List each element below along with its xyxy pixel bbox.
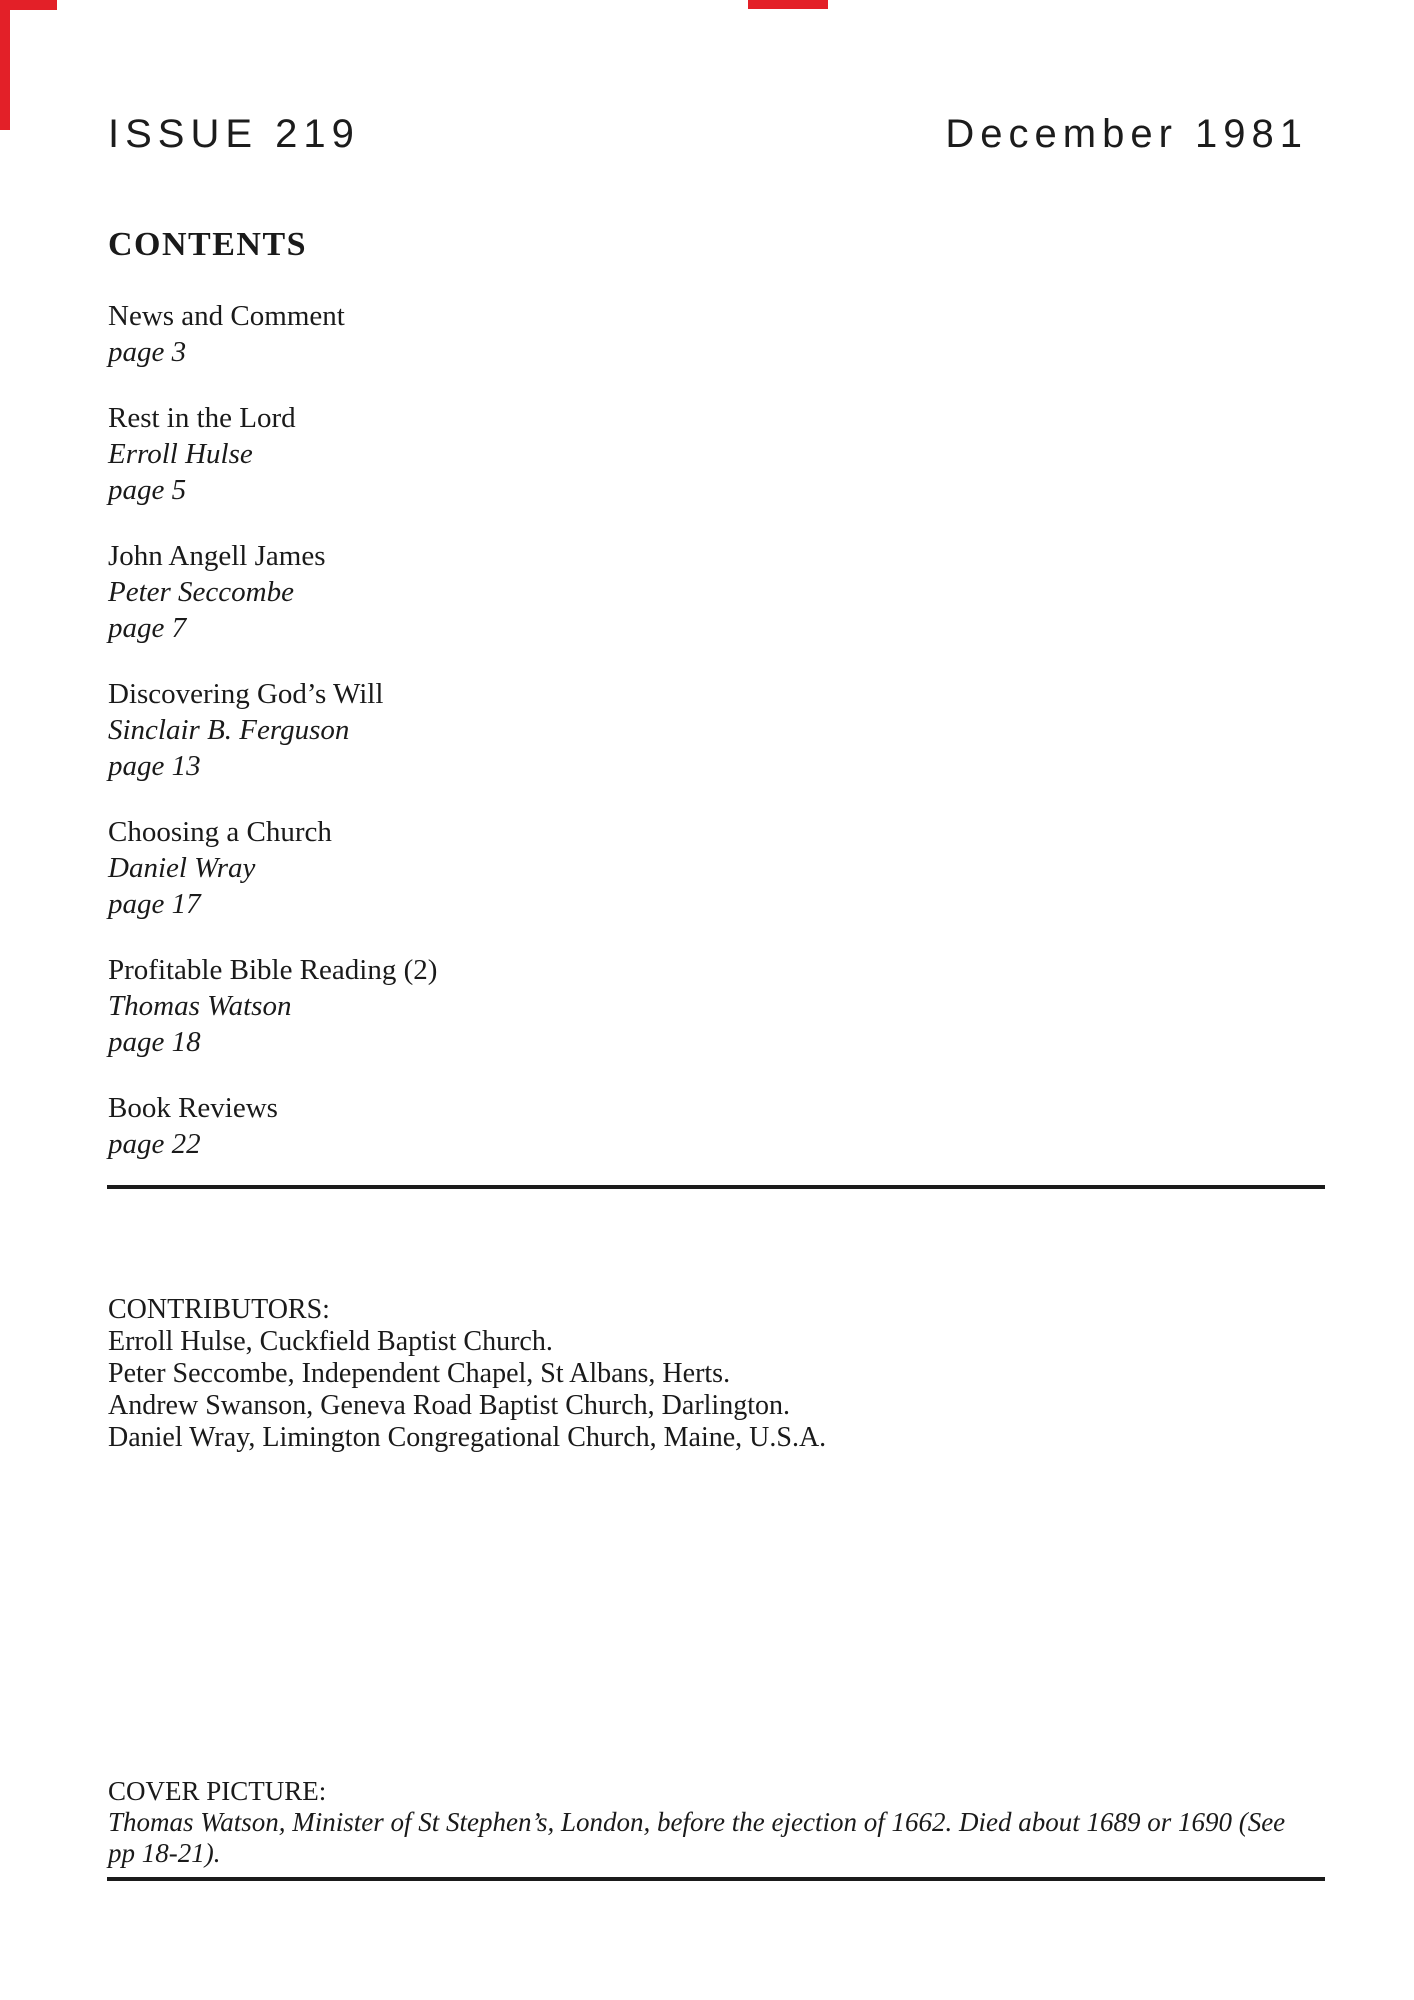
contributor-line: Erroll Hulse, Cuckfield Baptist Church. [108, 1326, 553, 1357]
contributor-line: Daniel Wray, Limington Congregational Church, Maine, U.S.A. [108, 1422, 827, 1453]
entry-author: Sinclair B. Ferguson [108, 714, 350, 746]
entry-title: Choosing a Church [108, 816, 332, 848]
entry-author: Erroll Hulse [108, 438, 253, 470]
issue-date: December 1981 [945, 112, 1308, 156]
entry-page: page 5 [108, 474, 187, 506]
table-of-contents [108, 298, 437, 1192]
entry-page: page 3 [108, 336, 187, 368]
toc-entry [108, 400, 437, 508]
page-header [108, 112, 1308, 157]
entry-page: page 18 [108, 1026, 201, 1058]
horizontal-rule-bottom [107, 1877, 1325, 1881]
entry-title: News and Comment [108, 300, 345, 332]
entry-page: page 13 [108, 750, 201, 782]
red-scan-mark-left-vertical [0, 0, 10, 130]
entry-author: Peter Seccombe [108, 576, 294, 608]
contributor-line: Andrew Swanson, Geneva Road Baptist Church, Darlington. [108, 1390, 790, 1421]
red-scan-mark-top-left [0, 0, 57, 10]
cover-picture-section [108, 1776, 1308, 1869]
entry-title: John Angell James [108, 540, 326, 572]
contributors-heading: CONTRIBUTORS: [108, 1294, 330, 1325]
cover-picture-caption: Thomas Watson, Minister of St Stephen’s, London, before the ejection of 1662. Died about 1689 or 1690 (See pp 18-21). [108, 1807, 1286, 1868]
entry-title: Rest in the Lord [108, 402, 296, 434]
entry-author: Thomas Watson [108, 990, 292, 1022]
entry-title: Profitable Bible Reading (2) [108, 954, 438, 986]
contributors-section [108, 1294, 826, 1454]
issue-number: ISSUE 219 [108, 112, 360, 156]
toc-entry [108, 298, 437, 370]
entry-title: Book Reviews [108, 1092, 278, 1124]
entry-author: Daniel Wray [108, 852, 256, 884]
toc-entry [108, 952, 437, 1060]
toc-entry [108, 538, 437, 646]
entry-page: page 7 [108, 612, 187, 644]
contributor-line: Peter Seccombe, Independent Chapel, St Albans, Herts. [108, 1358, 731, 1389]
contents-heading: CONTENTS [108, 226, 308, 263]
entry-title: Discovering God’s Will [108, 678, 384, 710]
entry-page: page 22 [108, 1128, 201, 1160]
cover-picture-heading: COVER PICTURE: [108, 1776, 327, 1806]
toc-entry [108, 676, 437, 784]
horizontal-rule-top [107, 1185, 1325, 1189]
toc-entry [108, 814, 437, 922]
red-scan-mark-top-middle [748, 0, 828, 9]
toc-entry [108, 1090, 437, 1162]
entry-page: page 17 [108, 888, 201, 920]
